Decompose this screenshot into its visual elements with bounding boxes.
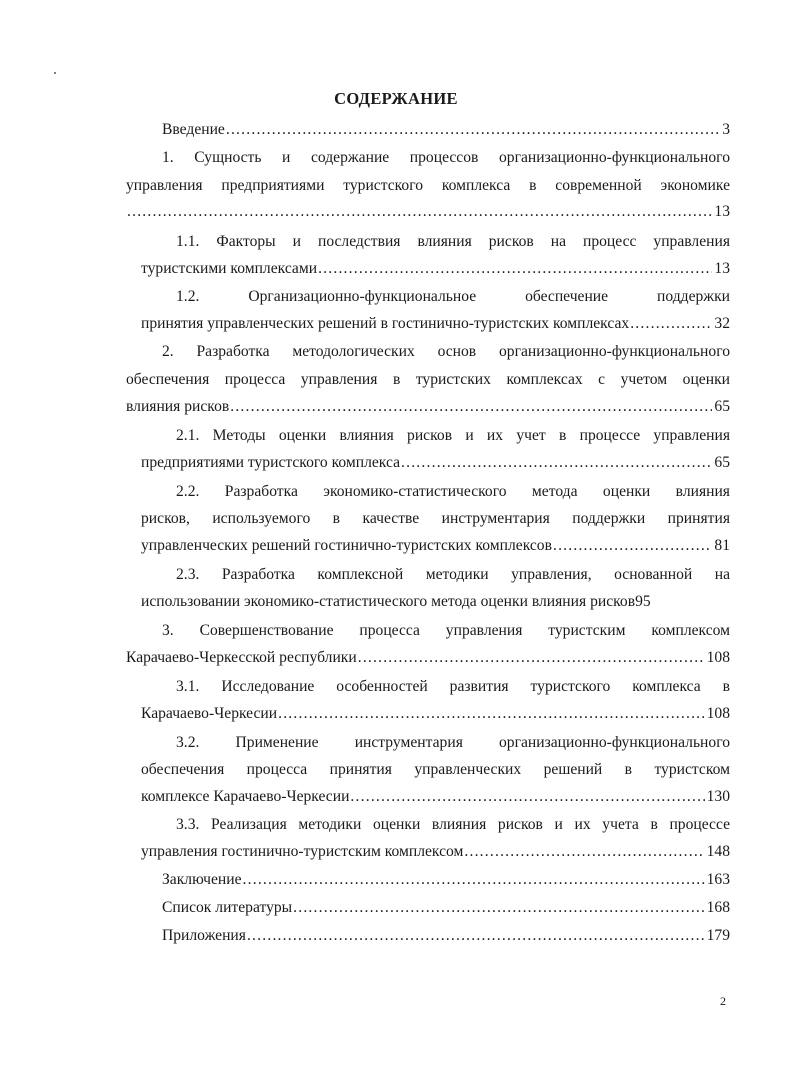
dot-leader	[226, 120, 720, 140]
toc-entry-title: комплексе Карачаево-Черкесии	[141, 788, 350, 805]
toc-entry-title: Введение	[162, 121, 225, 138]
dot-leader	[464, 842, 704, 862]
toc-entry-title: Заключение	[162, 871, 242, 888]
dot-leader	[401, 453, 712, 473]
toc-entry-conclusion	[162, 870, 730, 890]
toc-page-number: 13	[714, 260, 730, 277]
page-number: 2	[720, 994, 726, 1008]
toc-entry-ch3-line2	[126, 648, 730, 668]
toc-page-number: 81	[714, 537, 730, 554]
toc-page-number: 13	[714, 203, 730, 220]
toc-entry-title: предприятиями туристского комплекса	[141, 454, 400, 471]
toc-page-number: 3	[722, 121, 730, 138]
dot-leader	[358, 648, 705, 668]
toc-entry-ch1-line2: управления предприятиями туристского комплекса в современной экономике	[126, 177, 730, 194]
toc-entry-s22-line1: 2.2. Разработка экономико-статистического метода оценки влияния	[176, 483, 730, 500]
dot-leader	[127, 202, 712, 222]
toc-entry-s23-line1: 2.3. Разработка комплексной методики управления, основанной на	[176, 566, 730, 583]
dot-leader	[230, 397, 712, 417]
toc-entry-s11-line2	[141, 259, 730, 279]
toc-entry-s21-line1: 2.1. Методы оценки влияния рисков и их учет в процессе управления	[176, 427, 730, 444]
toc-page-number: 148	[706, 843, 730, 860]
toc-entry-title: туристскими комплексами	[141, 260, 318, 277]
toc-entry-intro	[162, 120, 730, 140]
toc-entry-ch1-line3	[126, 202, 730, 222]
toc-entry-s31-line1: 3.1. Исследование особенностей развития туристского комплекса в	[176, 678, 730, 695]
toc-entry-s22-line3	[141, 536, 730, 556]
toc-entry-s33-line1: 3.3. Реализация методики оценки влияния рисков и их учета в процессе	[176, 816, 730, 833]
toc-entry-s12-line1: 1.2. Организационно-функциональное обеспечение поддержки	[176, 288, 730, 305]
toc-entry-s33-line2	[141, 842, 730, 862]
toc-page-number: 130	[706, 788, 730, 805]
scan-speck	[54, 72, 56, 74]
dot-leader	[350, 787, 704, 807]
toc-entry-title: Карачаево-Черкесии	[141, 705, 278, 722]
toc-entry-s12-line2	[141, 314, 730, 334]
toc-page-number: 163	[706, 871, 730, 888]
toc-entry-s23-line2	[141, 592, 730, 612]
dot-leader	[553, 536, 712, 556]
dot-leader	[293, 898, 704, 918]
toc-page-number: 32	[714, 315, 730, 332]
toc-page-number: 168	[706, 899, 730, 916]
toc-entry-ch2-line1: 2. Разработка методологических основ организационно-функционального	[162, 343, 730, 360]
toc-entry-ch2-line2: обеспечения процесса управления в туристских комплексах с учетом оценки	[126, 371, 730, 388]
toc-page-number: 179	[706, 927, 730, 944]
toc-entry-s11-line1: 1.1. Факторы и последствия влияния рисков на процесс управления	[176, 233, 730, 250]
toc-entry-ch2-line3	[126, 397, 730, 417]
toc-page-number: 108	[706, 649, 730, 666]
toc-entry-title: Список литературы	[162, 899, 293, 916]
toc-entry-title: влияния рисков	[126, 398, 230, 415]
page-title: СОДЕРЖАНИЕ	[334, 89, 458, 108]
dot-leader	[318, 259, 712, 279]
dot-leader	[278, 704, 705, 724]
toc-page-number: 95	[635, 593, 651, 610]
toc-entry-s22-line2: рисков, используемого в качестве инструментария поддержки принятия	[141, 510, 730, 527]
toc-entry-appendices	[162, 926, 730, 946]
toc-entry-ch1-line1: 1. Сущность и содержание процессов организационно-функционального	[162, 149, 730, 166]
dot-leader	[247, 926, 705, 946]
toc-entry-s31-line2	[141, 704, 730, 724]
toc-entry-references	[162, 898, 730, 918]
toc-entry-title: Приложения	[162, 927, 246, 944]
toc-entry-title: управления гостинично-туристским комплексом	[141, 843, 464, 860]
toc-entry-title: управленческих решений гостинично-туристских комплексов	[141, 537, 552, 554]
toc-entry-ch3-line1: 3. Совершенствование процесса управления туристским комплексом	[162, 622, 730, 639]
toc-entry-title: принятия управленческих решений в гостинично-туристских комплексах	[141, 315, 630, 332]
toc-entry-title: Карачаево-Черкесской республики	[126, 649, 357, 666]
toc-page-number: 108	[706, 705, 730, 722]
dot-leader	[243, 870, 705, 890]
toc-entry-title: использовании экономико-статистического метода оценки влияния рисков	[141, 593, 636, 610]
toc-entry-s32-line2: обеспечения процесса принятия управленческих решений в туристском	[141, 761, 730, 778]
toc-entry-s32-line1: 3.2. Применение инструментария организационно-функционального	[176, 734, 730, 751]
dot-leader	[630, 314, 712, 334]
toc-page-number: 65	[714, 398, 730, 415]
toc-entry-s21-line2	[141, 453, 730, 473]
toc-page-number: 65	[714, 454, 730, 471]
toc-entry-s32-line3	[141, 787, 730, 807]
